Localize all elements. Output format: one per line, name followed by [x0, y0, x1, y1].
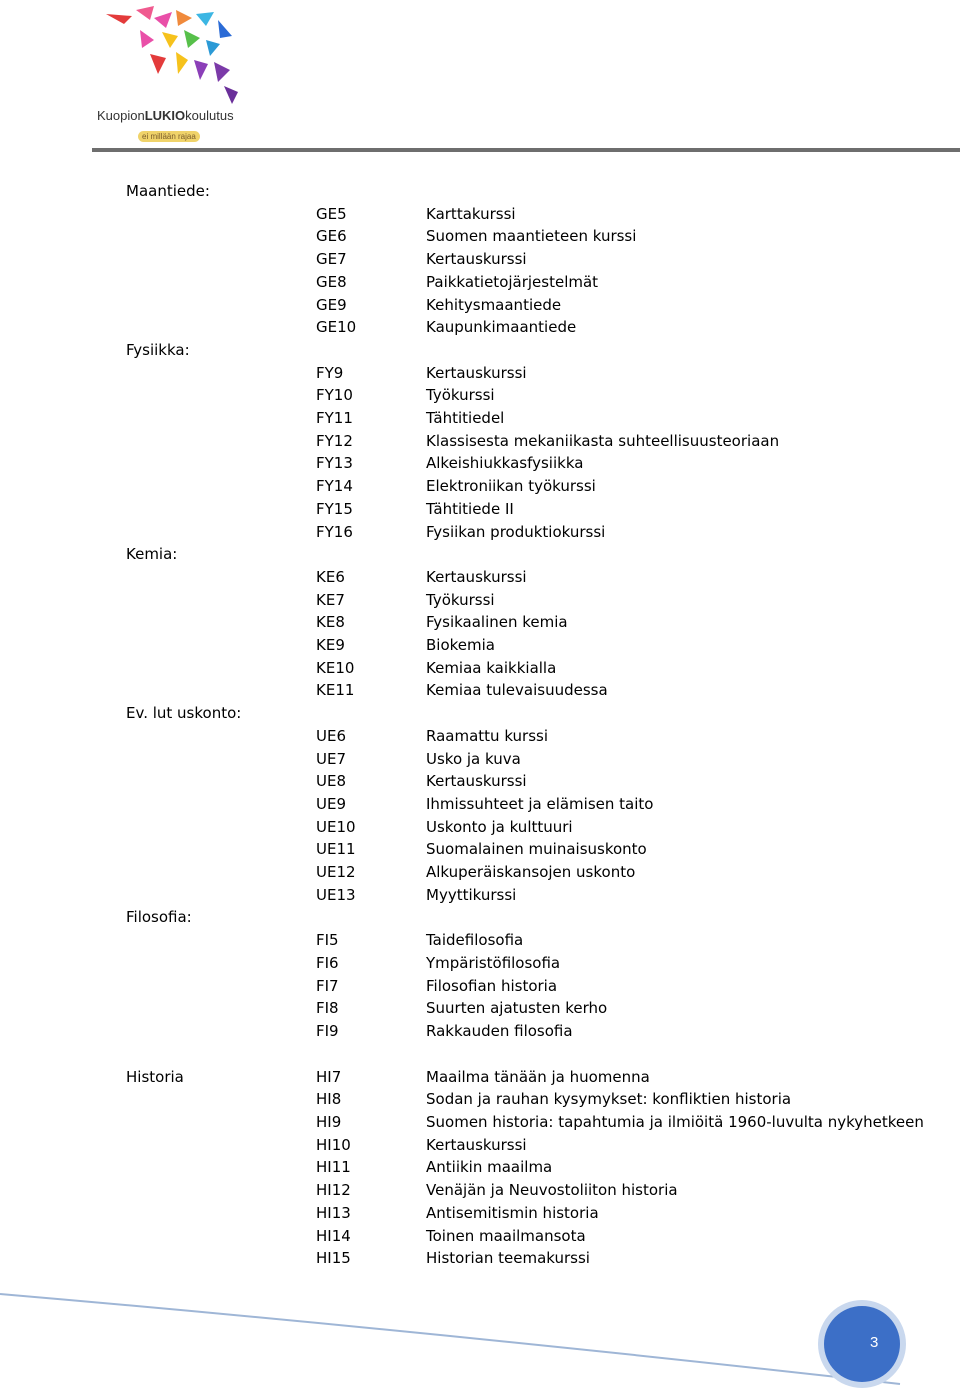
course-name: Raamattu kurssi [426, 726, 549, 745]
course-name: Kemiaa tulevaisuudessa [426, 681, 608, 700]
course-code: FI6 [316, 953, 339, 972]
logo-wordmark: KuopionLUKIOkoulutus [97, 108, 234, 123]
course-name: Paikkatietojärjestelmät [426, 272, 599, 291]
course-name: Suomen historia: tapahtumia ja ilmiöitä 1960-luvulta nykyhetkeen [426, 1113, 924, 1131]
course-code: KE8 [316, 613, 345, 632]
course-code: UE12 [316, 863, 356, 881]
course-code: HI13 [316, 1203, 351, 1222]
subject-heading: Kemia: [126, 545, 178, 564]
course-code: HI11 [316, 1158, 351, 1177]
logo-slogan: ei millään rajaa [138, 131, 200, 142]
course-code: HI7 [316, 1067, 342, 1086]
course-name: Tähtitiede II [426, 499, 514, 518]
course-code: FY13 [316, 454, 353, 473]
course-name: Rakkauden filosofia [426, 1021, 573, 1040]
course-code: UE13 [316, 885, 356, 904]
course-code: GE10 [316, 318, 357, 337]
course-code: GE5 [316, 204, 347, 223]
course-code: KE7 [316, 590, 345, 609]
course-name: Antiikin maailma [426, 1158, 553, 1177]
course-name: Kemiaa kaikkialla [426, 658, 557, 677]
course-code: FY15 [316, 499, 353, 518]
course-name: Suurten ajatusten kerho [426, 999, 608, 1018]
course-name: Ympäristöfilosofia [426, 953, 561, 972]
course-name: Uskonto ja kulttuuri [426, 817, 573, 836]
course-code: HI12 [316, 1181, 351, 1200]
course-code: KE9 [316, 636, 345, 654]
course-name: Suomalainen muinaisuskonto [426, 840, 647, 859]
page-number: 3 [870, 1334, 879, 1351]
course-name: Kertauskurssi [426, 250, 527, 269]
course-code: FY12 [316, 431, 353, 450]
course-name: Myyttikurssi [426, 885, 517, 904]
course-code: FI7 [316, 976, 339, 995]
course-name: Kertauskurssi [426, 1135, 527, 1154]
course-code: FY14 [316, 477, 353, 496]
course-code: UE8 [316, 772, 346, 791]
course-name: Toinen maailmansota [426, 1226, 586, 1245]
course-code: KE6 [316, 567, 345, 586]
page-header [0, 0, 960, 160]
course-name: Kehitysmaantiede [426, 295, 562, 314]
course-name: Ihmissuhteet ja elämisen taito [426, 794, 654, 813]
course-code: FY9 [316, 363, 344, 382]
course-code: UE11 [316, 840, 356, 859]
course-code: FY11 [316, 409, 353, 427]
course-name: Biokemia [426, 636, 495, 654]
course-name: Filosofian historia [426, 976, 558, 995]
course-code: GE6 [316, 227, 347, 246]
course-name: Tähtitiedel [426, 409, 505, 427]
course-name: Fysikaalinen kemia [426, 613, 568, 632]
logo-graphic [92, 0, 257, 110]
course-name: Kertauskurssi [426, 567, 527, 586]
course-name: Kaupunkimaantiede [426, 318, 577, 337]
subject-heading: Ev. lut uskonto: [126, 704, 242, 723]
course-code: HI9 [316, 1113, 342, 1131]
subject-heading: Maantiede: [126, 182, 210, 200]
course-name: Antisemitismin historia [426, 1203, 599, 1222]
course-code: GE9 [316, 295, 347, 314]
course-name: Usko ja kuva [426, 749, 521, 768]
footer-decoration [0, 1280, 960, 1388]
course-code: FI5 [316, 931, 339, 950]
course-code: FY10 [316, 386, 353, 405]
course-code: UE6 [316, 726, 346, 745]
course-name: Suomen maantieteen kurssi [426, 227, 637, 246]
course-name: Karttakurssi [426, 204, 516, 223]
course-name: Elektroniikan työkurssi [426, 477, 596, 496]
course-name: Työkurssi [426, 590, 495, 609]
course-code: FY16 [316, 522, 353, 541]
course-name: Kertauskurssi [426, 772, 527, 791]
course-name: Venäjän ja Neuvostoliiton historia [426, 1181, 678, 1200]
course-name: Maailma tänään ja huomenna [426, 1067, 650, 1086]
course-code: FI9 [316, 1021, 339, 1040]
course-code: KE10 [316, 658, 355, 677]
course-code: KE11 [316, 681, 355, 700]
course-name: Klassisesta mekaniikasta suhteellisuusteoriaan [426, 431, 780, 450]
school-logo [92, 0, 257, 150]
course-name: Sodan ja rauhan kysymykset: konfliktien historia [426, 1090, 792, 1109]
course-name: Taidefilosofia [426, 931, 524, 950]
course-code: UE9 [316, 794, 346, 813]
header-divider [92, 148, 960, 152]
course-code: UE7 [316, 749, 346, 768]
course-name: Kertauskurssi [426, 363, 527, 382]
course-code: HI8 [316, 1090, 342, 1109]
subject-heading: Fysiikka: [126, 340, 190, 359]
subject-heading: Historia [126, 1067, 184, 1086]
course-name: Historian teemakurssi [426, 1249, 590, 1268]
subject-heading: Filosofia: [126, 908, 192, 927]
course-code: HI14 [316, 1226, 351, 1245]
course-name: Alkuperäiskansojen uskonto [426, 863, 636, 881]
course-code: HI15 [316, 1249, 351, 1268]
course-code: HI10 [316, 1135, 351, 1154]
course-name: Fysiikan produktiokurssi [426, 522, 606, 541]
course-code: GE7 [316, 250, 347, 269]
course-code: UE10 [316, 817, 356, 836]
course-code: GE8 [316, 272, 347, 291]
course-code: FI8 [316, 999, 339, 1018]
course-name: Työkurssi [426, 386, 495, 405]
course-name: Alkeishiukkasfysiikka [426, 454, 584, 473]
